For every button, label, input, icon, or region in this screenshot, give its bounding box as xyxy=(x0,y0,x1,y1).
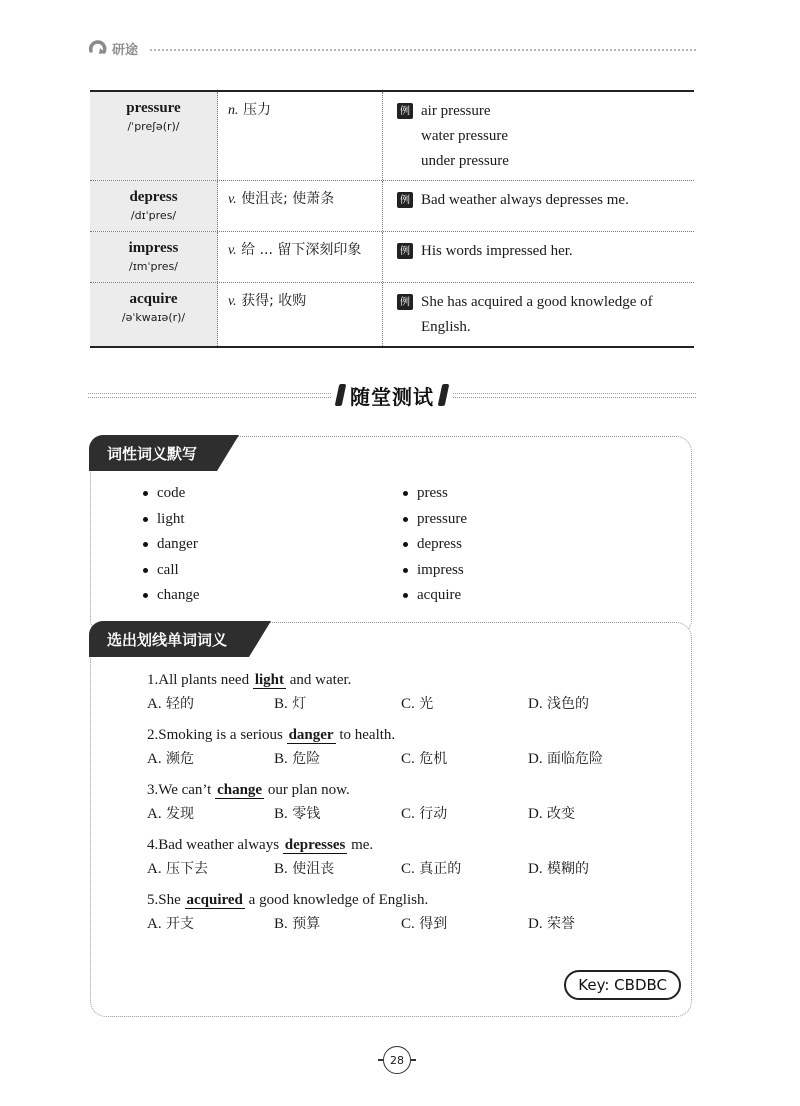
word-item xyxy=(403,558,663,584)
answer-option xyxy=(147,913,274,935)
underlined-word: depresses xyxy=(284,837,346,853)
option-text: 预算 xyxy=(292,916,321,932)
answer-option xyxy=(274,748,401,770)
example-badge-icon: 例 xyxy=(397,192,413,208)
option-text: 荣誉 xyxy=(547,916,576,932)
word-text: danger xyxy=(157,536,198,552)
option-text: 改变 xyxy=(547,806,576,822)
vocab-row xyxy=(90,92,694,181)
part-of-speech: v. xyxy=(228,243,237,258)
word-item xyxy=(143,583,403,609)
example-cell xyxy=(383,283,694,346)
answer-option xyxy=(401,748,528,770)
header-divider xyxy=(150,49,696,51)
heading-line-right xyxy=(453,393,696,398)
vocab-word: impress xyxy=(128,240,179,256)
answer-option xyxy=(147,858,274,880)
meaning-text: 压力 xyxy=(242,102,271,118)
word-item xyxy=(403,583,663,609)
option-letter: A. xyxy=(147,806,162,822)
word-item xyxy=(403,481,663,507)
word-text: acquire xyxy=(417,587,462,603)
option-letter: B. xyxy=(274,916,288,932)
answer-option xyxy=(528,693,655,715)
option-letter: D. xyxy=(528,916,543,932)
meaning-cell xyxy=(218,92,383,180)
word-text: light xyxy=(157,510,185,527)
word-text: depress xyxy=(417,536,462,552)
question-item xyxy=(147,887,667,935)
example-line xyxy=(397,239,684,264)
example-text: Bad weather always depresses me. xyxy=(421,192,629,208)
vocab-row xyxy=(90,283,694,346)
option-text: 危机 xyxy=(419,751,448,767)
question-text-after: me. xyxy=(347,837,374,853)
answer-option xyxy=(274,913,401,935)
answer-option xyxy=(401,858,528,880)
part-of-speech: n. xyxy=(228,103,239,118)
word-item xyxy=(143,481,403,507)
example-text: water pressure xyxy=(421,128,509,144)
question-item xyxy=(147,667,667,715)
example-badge-icon xyxy=(397,319,413,335)
option-text: 危险 xyxy=(292,751,321,767)
word-columns xyxy=(143,481,663,609)
example-badge-icon xyxy=(397,128,413,144)
option-text: 濒危 xyxy=(166,751,195,767)
quiz-box xyxy=(90,622,692,1017)
part-of-speech: v. xyxy=(228,192,237,207)
example-badge-icon: 例 xyxy=(397,243,413,259)
question-text-before: 3.We can’t xyxy=(147,782,216,798)
underlined-word: danger xyxy=(288,727,334,743)
word-text: code xyxy=(157,485,186,501)
option-letter: A. xyxy=(147,861,162,877)
underlined-word: light xyxy=(254,672,285,688)
bullet-icon xyxy=(403,568,408,573)
question-text-before: 2.Smoking is a serious xyxy=(147,727,287,743)
word-cell xyxy=(90,181,218,231)
word-column-right xyxy=(403,481,663,609)
page-number: 28 xyxy=(383,1046,411,1074)
answer-option xyxy=(528,913,655,935)
option-row xyxy=(147,693,667,715)
example-line xyxy=(397,290,684,315)
option-text: 面临危险 xyxy=(547,751,604,767)
vocab-phonetic: /əˈkwaɪə(r)/ xyxy=(121,311,186,324)
option-row xyxy=(147,913,667,935)
option-letter: C. xyxy=(401,806,415,822)
word-cell xyxy=(90,283,218,346)
option-text: 发现 xyxy=(166,806,195,822)
option-row xyxy=(147,858,667,880)
vocabulary-table xyxy=(90,90,694,348)
option-letter: C. xyxy=(401,916,415,932)
page-header xyxy=(88,38,696,58)
question-text-after: to health. xyxy=(335,727,396,743)
word-cell xyxy=(90,92,218,180)
answer-key: Key: CBDBC xyxy=(564,970,681,1000)
underlined-word: acquired xyxy=(186,892,243,908)
logo-text: 研途 xyxy=(112,42,139,58)
option-text: 零钱 xyxy=(292,806,321,822)
option-text: 轻的 xyxy=(166,696,195,712)
example-badge-icon xyxy=(397,153,413,169)
question-item xyxy=(147,722,667,770)
vocab-row xyxy=(90,181,694,232)
dictation-box xyxy=(90,436,692,636)
option-letter: B. xyxy=(274,751,288,767)
bullet-icon xyxy=(403,517,408,522)
option-letter: C. xyxy=(401,861,415,877)
example-line xyxy=(397,99,684,124)
question-text-before: 1.All plants need xyxy=(147,672,253,688)
word-item xyxy=(403,532,663,558)
question-stem xyxy=(147,667,667,693)
option-text: 浅色的 xyxy=(547,696,590,712)
vocab-row xyxy=(90,232,694,283)
bullet-icon xyxy=(143,593,148,598)
option-letter: A. xyxy=(147,696,162,712)
example-cell xyxy=(383,181,694,231)
question-stem xyxy=(147,887,667,913)
option-letter: C. xyxy=(401,751,415,767)
option-letter: B. xyxy=(274,806,288,822)
bullet-icon xyxy=(143,517,148,522)
question-stem xyxy=(147,832,667,858)
word-item xyxy=(143,507,403,533)
option-letter: B. xyxy=(274,696,288,712)
example-text: air pressure xyxy=(421,103,491,119)
example-text: under pressure xyxy=(421,153,509,169)
vocab-phonetic: /ɪmˈpres/ xyxy=(128,260,178,273)
example-badge-icon: 例 xyxy=(397,294,413,310)
answer-option xyxy=(528,858,655,880)
option-letter: D. xyxy=(528,861,543,877)
word-text: call xyxy=(157,561,179,578)
meaning-text: 给 ... 留下深刻印象 xyxy=(241,242,362,258)
vocab-word: acquire xyxy=(129,291,178,307)
option-letter: A. xyxy=(147,916,162,932)
example-text: English. xyxy=(421,319,471,335)
word-text: change xyxy=(157,587,200,603)
example-line xyxy=(397,188,684,213)
question-text-before: 5.She xyxy=(147,892,185,908)
quiz-tab: 选出划线单词词义 xyxy=(89,621,249,657)
word-item xyxy=(143,558,403,584)
option-letter: D. xyxy=(528,806,543,822)
answer-option xyxy=(274,858,401,880)
part-of-speech: v. xyxy=(228,294,237,309)
example-line xyxy=(397,124,684,149)
dictation-tab: 词性词义默写 xyxy=(89,435,217,471)
answer-option xyxy=(274,803,401,825)
option-text: 模糊的 xyxy=(547,861,590,877)
section-title-text: 随堂测试 xyxy=(350,384,434,409)
example-badge-icon: 例 xyxy=(397,103,413,119)
option-text: 行动 xyxy=(419,806,448,822)
option-letter: C. xyxy=(401,696,415,712)
bullet-icon xyxy=(403,491,408,496)
meaning-cell xyxy=(218,181,383,231)
vocab-word: depress xyxy=(129,189,178,205)
answer-option xyxy=(528,748,655,770)
question-stem xyxy=(147,777,667,803)
bullet-icon xyxy=(143,542,148,547)
option-text: 真正的 xyxy=(419,861,462,877)
meaning-cell xyxy=(218,232,383,282)
word-item xyxy=(143,532,403,558)
answer-option xyxy=(147,693,274,715)
option-letter: D. xyxy=(528,696,543,712)
option-letter: D. xyxy=(528,751,543,767)
example-text: His words impressed her. xyxy=(421,243,573,259)
option-letter: A. xyxy=(147,751,162,767)
example-cell xyxy=(383,92,694,180)
underlined-word: change xyxy=(217,782,263,798)
question-text-after: and water. xyxy=(286,672,352,688)
option-row xyxy=(147,803,667,825)
bullet-icon xyxy=(143,491,148,496)
example-line xyxy=(397,149,684,174)
option-text: 灯 xyxy=(292,696,307,712)
option-text: 得到 xyxy=(419,916,448,932)
word-text: press xyxy=(417,485,448,501)
answer-option xyxy=(401,803,528,825)
question-text-after: a good knowledge of English. xyxy=(244,892,429,908)
bullet-icon xyxy=(403,593,408,598)
word-column-left xyxy=(143,481,403,609)
question-stem xyxy=(147,722,667,748)
meaning-cell xyxy=(218,283,383,346)
question-item xyxy=(147,832,667,880)
option-row xyxy=(147,748,667,770)
example-line xyxy=(397,315,684,340)
section-heading xyxy=(88,380,696,410)
meaning-text: 获得; 收购 xyxy=(241,293,307,309)
question-list xyxy=(147,667,667,942)
example-text: She has acquired a good knowledge of xyxy=(421,294,653,310)
vocab-phonetic: /dɪˈpres/ xyxy=(130,209,177,222)
vocab-word: pressure xyxy=(126,100,181,116)
option-letter: B. xyxy=(274,861,288,877)
question-item xyxy=(147,777,667,825)
answer-option xyxy=(147,748,274,770)
answer-option xyxy=(528,803,655,825)
section-title xyxy=(337,381,447,410)
vocab-phonetic: /ˈpreʃə(r)/ xyxy=(127,120,180,133)
word-text: impress xyxy=(417,561,464,578)
logo-icon xyxy=(88,39,108,57)
answer-option xyxy=(401,913,528,935)
option-text: 开支 xyxy=(166,916,195,932)
bullet-icon xyxy=(403,542,408,547)
question-text-before: 4.Bad weather always xyxy=(147,837,283,853)
meaning-text: 使沮丧; 使萧条 xyxy=(241,191,335,207)
heading-line-left xyxy=(88,393,331,398)
question-text-after: our plan now. xyxy=(264,782,350,798)
answer-option xyxy=(401,693,528,715)
bullet-icon xyxy=(143,568,148,573)
option-text: 压下去 xyxy=(166,861,209,877)
answer-option xyxy=(147,803,274,825)
option-text: 使沮丧 xyxy=(292,861,335,877)
word-cell xyxy=(90,232,218,282)
example-cell xyxy=(383,232,694,282)
word-item xyxy=(403,507,663,533)
option-text: 光 xyxy=(419,696,434,712)
logo xyxy=(88,39,138,58)
answer-option xyxy=(274,693,401,715)
word-text: pressure xyxy=(417,510,467,527)
